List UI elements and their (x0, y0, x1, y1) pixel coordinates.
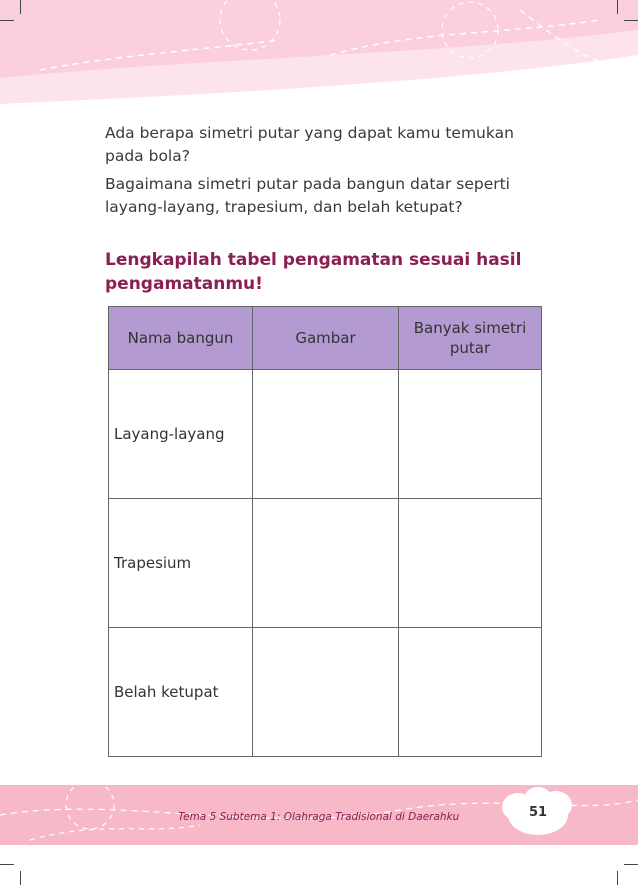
shape-name-cell: Layang-layang (109, 370, 253, 499)
crop-mark (0, 20, 14, 21)
header-gambar: Gambar (253, 307, 399, 370)
crop-mark (20, 0, 21, 14)
drawing-cell[interactable] (253, 628, 399, 757)
shape-name-cell: Belah ketupat (109, 628, 253, 757)
instruction-heading: Lengkapilah tabel pengamatan sesuai hasil pengamatanmu! (105, 250, 522, 294)
bottom-decorative-band (0, 785, 638, 885)
header-banyak-simetri: Banyak simetri putar (399, 307, 542, 370)
drawing-cell[interactable] (253, 370, 399, 499)
table-row (109, 499, 542, 628)
table-header-row (109, 307, 542, 370)
observation-table (108, 306, 542, 757)
symmetry-count-cell[interactable] (399, 499, 542, 628)
crop-mark (617, 0, 618, 14)
table-row (109, 628, 542, 757)
page-number: 51 (528, 805, 548, 820)
crop-mark (624, 20, 638, 21)
footer-theme-text: Tema 5 Subtema 1: Olahraga Tradisional di Daerahku (178, 811, 460, 823)
header-nama-bangun: Nama bangun (109, 307, 253, 370)
question-paragraph: Bagaimana simetri putar pada bangun datar seperti layang-layang, trapesium, dan belah ketupat? (105, 175, 510, 216)
top-decorative-band (0, 0, 638, 105)
symmetry-count-cell[interactable] (399, 370, 542, 499)
question-paragraph: Ada berapa simetri putar yang dapat kamu temukan pada bola? (105, 124, 514, 165)
table-row (109, 370, 542, 499)
shape-name-cell: Trapesium (109, 499, 253, 628)
drawing-cell[interactable] (253, 499, 399, 628)
symmetry-count-cell[interactable] (399, 628, 542, 757)
